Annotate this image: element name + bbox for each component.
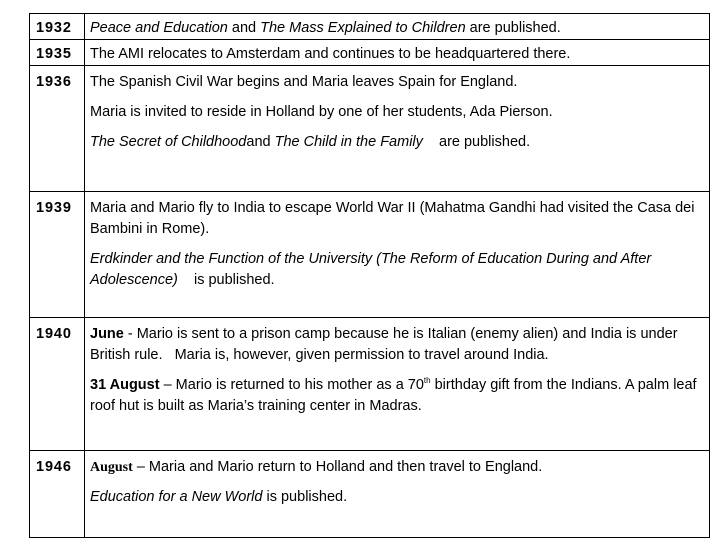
event-cell [85, 14, 710, 40]
book-title: The Secret of Childhood [90, 134, 247, 150]
event-text: – Maria and Mario return to Holland and then travel to England. [132, 459, 543, 475]
event-text: Maria and Mario fly to India to escape World War II (Mahatma Gandhi had visited the Casa dei Bambini in Rome). [90, 200, 695, 237]
year-cell: 1936 [30, 66, 85, 192]
event-text: are published. [422, 134, 531, 150]
event-cell [85, 40, 710, 66]
event-text: is published. [177, 272, 275, 288]
timeline-row [30, 14, 710, 40]
date-label: August [90, 460, 133, 475]
timeline-row [30, 451, 710, 538]
event-text: and [227, 20, 261, 36]
timeline-row [30, 40, 710, 66]
year-cell: 1939 [30, 192, 85, 318]
timeline-row [30, 192, 710, 318]
timeline-table [29, 13, 710, 538]
event-text: is published. [262, 489, 348, 505]
event-text: The Spanish Civil War begins and Maria leaves Spain for England. [90, 74, 518, 90]
event-text: birthday gift from the Indians. A palm leaf roof hut is built as Maria’s training center in Madras. [90, 377, 697, 414]
event-text: and [246, 134, 275, 150]
timeline-row [30, 318, 710, 451]
book-title: Education for a New World [90, 489, 263, 505]
year-cell: 1946 [30, 451, 85, 538]
event-text: are published. [465, 20, 561, 36]
year-cell: 1940 [30, 318, 85, 451]
book-title: Peace and Education [90, 20, 228, 36]
ordinal-suffix: th [423, 376, 431, 386]
date-label: 31 August [90, 377, 160, 393]
event-text: - Mario is sent to a prison camp because he is Italian (enemy alien) and India is under British rule. Maria is, however, given permission to travel around India. [90, 326, 682, 363]
date-label: June [90, 326, 124, 342]
book-title: The Mass Explained to Children [260, 20, 466, 36]
book-title: The Child in the Family [274, 134, 423, 150]
year-cell: 1935 [30, 40, 85, 66]
event-text: Maria is invited to reside in Holland by one of her students, Ada Pierson. [90, 104, 553, 120]
year-cell: 1932 [30, 14, 85, 40]
event-text: – Mario is returned to his mother as a 70 [159, 377, 424, 393]
event-cell [85, 318, 710, 451]
event-cell [85, 66, 710, 192]
event-text: The AMI relocates to Amsterdam and continues to be headquartered there. [90, 46, 571, 62]
event-cell [85, 192, 710, 318]
book-title: Erdkinder and the Function of the University (The Reform of Education During and After Adolescence) [90, 251, 652, 288]
timeline-row [30, 66, 710, 192]
event-cell [85, 451, 710, 538]
